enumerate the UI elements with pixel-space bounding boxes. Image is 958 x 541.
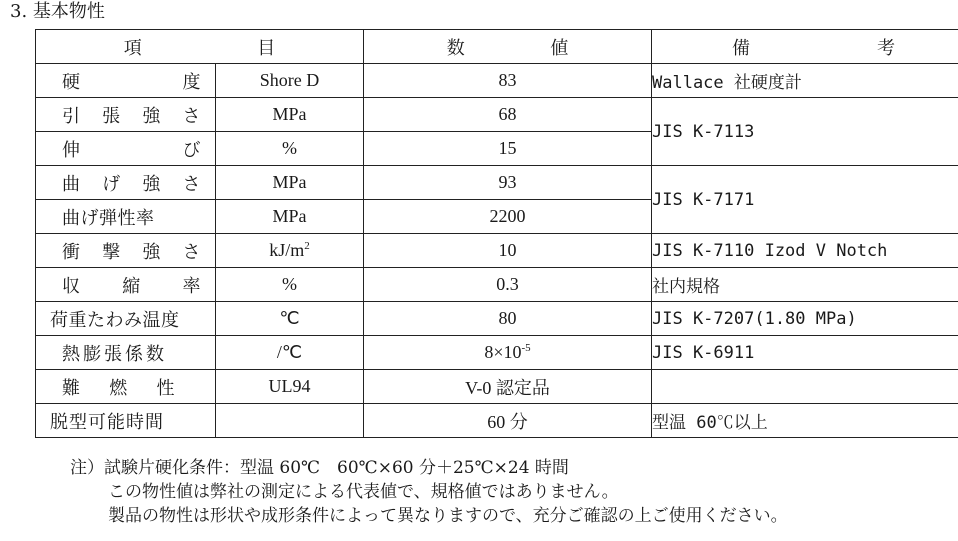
header-item: 項 目 xyxy=(36,30,364,64)
item-cell: 脱型可能時間 xyxy=(36,404,216,438)
unit-cell: UL94 xyxy=(216,370,364,404)
unit-cell: $kJ/m^2$ xyxy=(216,234,364,268)
item-cell: 収 縮 率 xyxy=(36,268,216,302)
unit-cell xyxy=(216,404,364,438)
footnote-conditions: 注）試験片硬化条件：型温 60℃ 60℃×60 分＋25℃×24 時間 xyxy=(70,458,569,478)
item-cell: 荷重たわみ温度 xyxy=(36,302,216,336)
footnote-usage: 製品の物性は形状や成形条件によって異なりますので、充分ご確認の上ご使用ください。 xyxy=(108,506,788,526)
table-row xyxy=(36,302,958,336)
header-note: 備 考 xyxy=(652,30,958,64)
value-cell: 2200 xyxy=(364,200,652,234)
unit-cell: MPa xyxy=(216,200,364,234)
value-cell: 60 分 xyxy=(364,404,652,438)
unit-cell: /℃ xyxy=(216,336,364,370)
table-row xyxy=(36,166,958,200)
table-row xyxy=(36,98,958,132)
note-cell: JIS K-7171 xyxy=(652,166,958,234)
note-cell xyxy=(652,370,958,404)
item-cell: 曲 げ 強 さ xyxy=(36,166,216,200)
footnote-disclaimer: この物性値は弊社の測定による代表値で、規格値ではありません。 xyxy=(108,482,619,502)
table-row xyxy=(36,404,958,438)
properties-table xyxy=(35,29,958,438)
item-cell: 熱膨張係数 xyxy=(36,336,216,370)
table-row xyxy=(36,370,958,404)
item-cell: 硬 度 xyxy=(36,64,216,98)
table-row xyxy=(36,268,958,302)
table-row xyxy=(36,234,958,268)
table-row xyxy=(36,336,958,370)
item-cell: 曲げ弾性率 xyxy=(36,200,216,234)
table-header-row xyxy=(36,30,958,64)
unit-cell: MPa xyxy=(216,98,364,132)
note-cell: JIS K-7110 Izod V Notch xyxy=(652,234,958,268)
header-value: 数 値 xyxy=(364,30,652,64)
footnotes xyxy=(70,456,788,528)
note-cell: JIS K-7113 xyxy=(652,98,958,166)
value-cell: $8\times 10^{-5}$ xyxy=(364,336,652,370)
unit-cell: Shore D xyxy=(216,64,364,98)
value-cell: 93 xyxy=(364,166,652,200)
unit-cell: MPa xyxy=(216,166,364,200)
value-cell: 83 xyxy=(364,64,652,98)
item-cell: 衝 撃 強 さ xyxy=(36,234,216,268)
value-cell: 68 xyxy=(364,98,652,132)
value-cell: 15 xyxy=(364,132,652,166)
unit-cell: % xyxy=(216,132,364,166)
note-cell: JIS K-6911 xyxy=(652,336,958,370)
unit-cell: % xyxy=(216,268,364,302)
unit-cell: ℃ xyxy=(216,302,364,336)
table-row xyxy=(36,64,958,98)
note-cell: JIS K-7207(1.80 MPa) xyxy=(652,302,958,336)
note-cell: Wallace 社硬度計 xyxy=(652,64,958,98)
section-title: 3. 基本物性 xyxy=(10,1,105,22)
note-cell: 型温 60℃以上 xyxy=(652,404,958,438)
value-cell: 80 xyxy=(364,302,652,336)
item-cell: 引 張 強 さ xyxy=(36,98,216,132)
item-cell: 伸 び xyxy=(36,132,216,166)
item-cell: 難 燃 性 xyxy=(36,370,216,404)
value-cell: 0.3 xyxy=(364,268,652,302)
note-cell: 社内規格 xyxy=(652,268,958,302)
value-cell: V-0 認定品 xyxy=(364,370,652,404)
value-cell: 10 xyxy=(364,234,652,268)
